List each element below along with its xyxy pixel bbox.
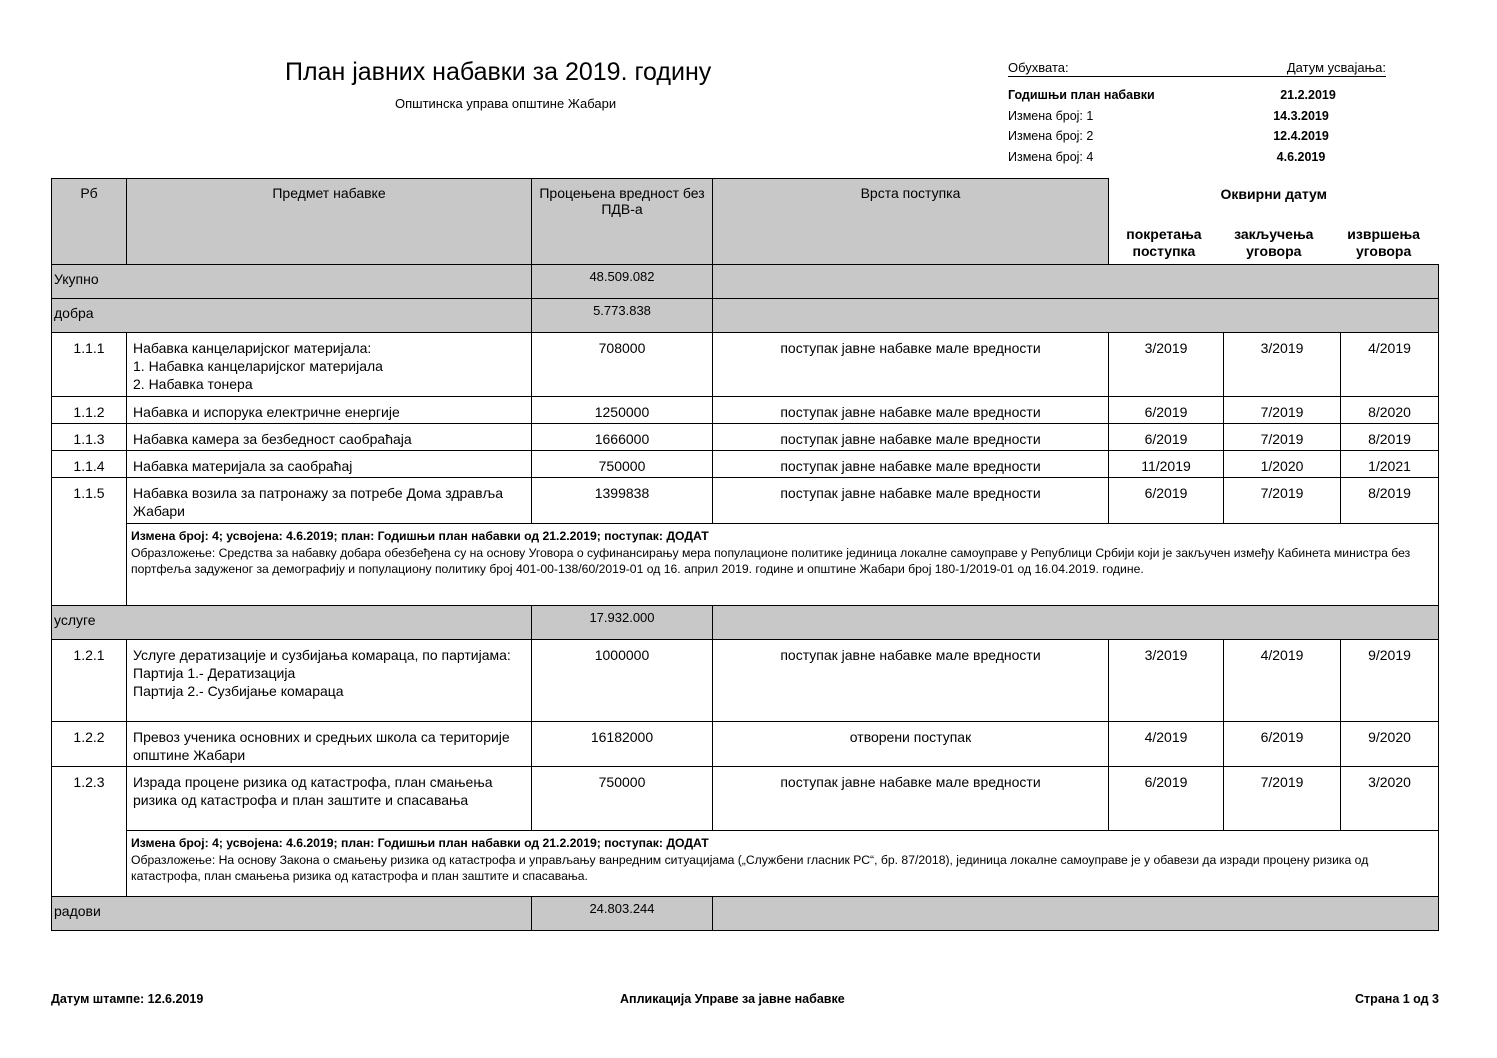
adoption-row — [1008, 147, 1386, 168]
table-row — [52, 451, 1439, 478]
table-row — [52, 424, 1439, 451]
covers-label: Обухвата: — [1008, 60, 1069, 75]
table-row — [52, 478, 1439, 524]
table-row — [52, 767, 1439, 831]
row-contract: 6/2019 — [1224, 722, 1341, 767]
services-row — [52, 606, 1439, 640]
row-start: 6/2019 — [1109, 478, 1224, 524]
adoption-row-date: 4.6.2019 — [1276, 149, 1326, 164]
row-contract: 7/2019 — [1224, 478, 1341, 524]
row-rb: 1.1.2 — [52, 397, 127, 424]
header-rb: Рб — [52, 179, 127, 265]
goods-label: добра — [52, 299, 532, 333]
row-start: 6/2019 — [1109, 424, 1224, 451]
row-value: 16182000 — [532, 722, 713, 767]
row-value: 1000000 — [532, 640, 713, 722]
row-contract: 3/2019 — [1224, 333, 1341, 397]
amendment-note-justification: Образложење: Средства за набавку добара обезбеђена су на основу Уговора о суфинансирању мера популационе политике јединица локалне самоуправе у Републици Србији који је закључен између Кабинета министра без портфеља задуженог за демографију и популациону политику број 401-00-138/60/2019-01 од 16. април 2019. године и општине Жабари број 180-1/2019-01 од 16.04.2019. године. — [131, 546, 1411, 576]
row-start: 4/2019 — [1109, 722, 1224, 767]
row-contract: 7/2019 — [1224, 397, 1341, 424]
row-rb: 1.1.1 — [52, 333, 127, 397]
table-row — [52, 333, 1439, 397]
row-contract: 7/2019 — [1224, 767, 1341, 831]
row-subject: Услуге дератизације и сузбијања комараца, по партијама: Партија 1.- Дератизација Партија 2.- Сузбијање комараца — [127, 640, 532, 722]
header-procedure: Врста поступка — [713, 179, 1109, 265]
adoption-row-label: Измена број: 2 — [1008, 129, 1094, 144]
row-value: 1399838 — [532, 478, 713, 524]
row-rb: 1.2.2 — [52, 722, 127, 767]
total-label: Укупно — [52, 265, 532, 299]
header-subject: Предмет набавке — [127, 179, 532, 265]
works-label: радови — [52, 897, 532, 931]
works-value: 24.803.244 — [532, 897, 713, 931]
row-execution: 9/2019 — [1341, 640, 1439, 722]
header-value: Процењена вредност без ПДВ-а — [532, 179, 713, 265]
services-value: 17.932.000 — [532, 606, 713, 640]
row-procedure: отворени поступак — [713, 722, 1109, 767]
row-procedure: поступак јавне набавке мале вредности — [713, 640, 1109, 722]
row-procedure: поступак јавне набавке мале вредности — [713, 451, 1109, 478]
adoption-date-label: Датум усвајања: — [1286, 60, 1386, 75]
row-contract: 7/2019 — [1224, 424, 1341, 451]
table-header-row — [52, 179, 1439, 265]
row-execution: 1/2021 — [1341, 451, 1439, 478]
row-value: 1250000 — [532, 397, 713, 424]
row-subject: Набавка камера за безбедност саобраћаја — [127, 424, 532, 451]
row-subject: Набавка возила за патронажу за потребе Дома здравља Жабари — [127, 478, 532, 524]
row-procedure: поступак јавне набавке мале вредности — [713, 333, 1109, 397]
row-rb: 1.1.4 — [52, 451, 127, 478]
amendment-note-title: Измена број: 4; усвојена: 4.6.2019; план: Годишњи план набавки од 21.2.2019; поступак: ДОДАТ — [131, 836, 709, 850]
row-start: 11/2019 — [1109, 451, 1224, 478]
adoption-info-header — [1008, 60, 1386, 77]
amendment-note — [52, 831, 1439, 897]
row-value: 708000 — [532, 333, 713, 397]
row-procedure: поступак јавне набавке мале вредности — [713, 478, 1109, 524]
row-value: 750000 — [532, 451, 713, 478]
row-procedure: поступак јавне набавке мале вредности — [713, 767, 1109, 831]
amendment-note — [52, 524, 1439, 606]
row-start: 3/2019 — [1109, 333, 1224, 397]
adoption-info — [1008, 60, 1386, 167]
row-procedure: поступак јавне набавке мале вредности — [713, 397, 1109, 424]
header-execution: извршења уговора — [1347, 225, 1420, 259]
total-value: 48.509.082 — [532, 265, 713, 299]
row-start: 6/2019 — [1109, 767, 1224, 831]
row-rb: 1.2.1 — [52, 640, 127, 722]
print-date: Датум штампе: 12.6.2019 — [51, 992, 204, 1006]
table-row — [52, 640, 1439, 722]
adoption-row — [1008, 106, 1386, 127]
amendment-note-title: Измена број: 4; усвојена: 4.6.2019; план: Годишњи план набавки од 21.2.2019; поступак: ДОДАТ — [131, 529, 709, 543]
row-execution: 3/2020 — [1341, 767, 1439, 831]
adoption-row — [1008, 126, 1386, 147]
adoption-row-date: 14.3.2019 — [1273, 108, 1329, 123]
page-title: План јавних набавки за 2019. годину — [285, 58, 712, 86]
row-rb: 1.1.3 — [52, 424, 127, 451]
procurement-plan-table — [51, 178, 1439, 931]
header-contract: закључења уговора — [1234, 225, 1314, 259]
table-row — [52, 722, 1439, 767]
adoption-row-label: Измена број: 4 — [1008, 149, 1094, 164]
works-row — [52, 897, 1439, 931]
adoption-row — [1008, 85, 1386, 106]
row-execution: 8/2019 — [1341, 424, 1439, 451]
row-procedure: поступак јавне набавке мале вредности — [713, 424, 1109, 451]
goods-value: 5.773.838 — [532, 299, 713, 333]
row-execution: 4/2019 — [1341, 333, 1439, 397]
row-subject: Набавка материјала за саобраћај — [127, 451, 532, 478]
table-row — [52, 397, 1439, 424]
header-frame-dates — [1109, 179, 1439, 265]
app-name: Апликација Управе за јавне набавке — [620, 992, 845, 1006]
header-frame-title: Оквирни датум — [1220, 185, 1327, 202]
row-value: 750000 — [532, 767, 713, 831]
row-rb: 1.1.5 — [52, 478, 127, 606]
row-execution: 9/2020 — [1341, 722, 1439, 767]
amendment-note-cell — [127, 831, 1439, 897]
goods-row — [52, 299, 1439, 333]
adoption-row-label: Измена број: 1 — [1008, 108, 1094, 123]
page-number: Страна 1 од 3 — [1355, 992, 1439, 1006]
adoption-row-date: 21.2.2019 — [1280, 88, 1336, 103]
amendment-note-cell — [127, 524, 1439, 606]
row-subject: Израда процене ризика од катастрофа, план смањења ризика од катастрофа и план заштите и спасавања — [127, 767, 532, 831]
row-subject: Набавка канцеларијског материјала: 1. Набавка канцеларијског материјала 2. Набавка тонера — [127, 333, 532, 397]
adoption-row-date: 12.4.2019 — [1273, 129, 1329, 144]
row-start: 3/2019 — [1109, 640, 1224, 722]
row-start: 6/2019 — [1109, 397, 1224, 424]
row-execution: 8/2020 — [1341, 397, 1439, 424]
page-subtitle: Општинска управа општине Жабари — [395, 96, 617, 111]
row-contract: 4/2019 — [1224, 640, 1341, 722]
row-value: 1666000 — [532, 424, 713, 451]
services-label: услуге — [52, 606, 532, 640]
amendment-note-justification: Образложење: На основу Закона о смањењу ризика од катастрофа и управљању ванредним ситуацијама („Службени гласник РС“, бр. 87/2018), јединица локалне самоуправе је у обавези да изради процену ризика од катастрофа, план смањења ризика од катастрофа и план заштите и спасавања. — [131, 853, 1369, 883]
total-row — [52, 265, 1439, 299]
adoption-row-label: Годишњи план набавки — [1008, 88, 1155, 103]
row-rb: 1.2.3 — [52, 767, 127, 897]
row-subject: Набавка и испорука електричне енергије — [127, 397, 532, 424]
row-contract: 1/2020 — [1224, 451, 1341, 478]
row-subject: Превоз ученика основних и средњих школа са територије општине Жабари — [127, 722, 532, 767]
header-start: покретања поступка — [1126, 225, 1202, 259]
row-execution: 8/2019 — [1341, 478, 1439, 524]
